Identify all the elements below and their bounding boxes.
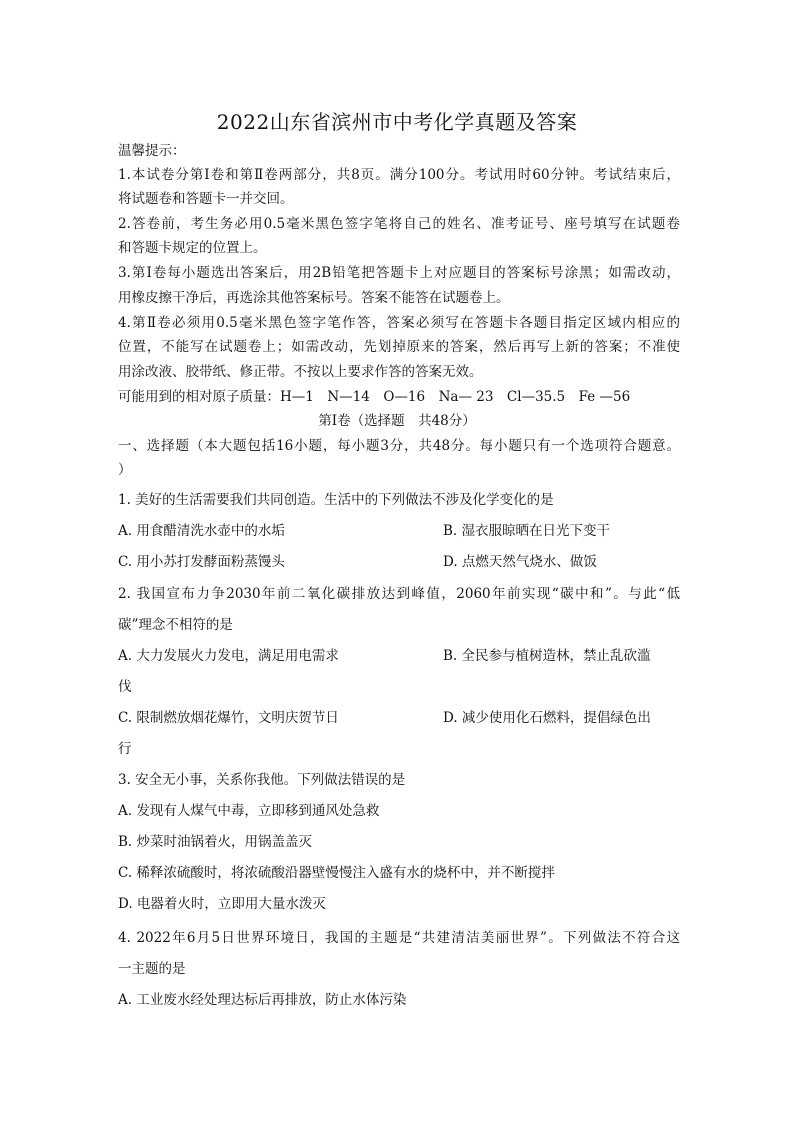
question-3-option-d: D. 电器着火时，立即用大量水泼灭 <box>118 896 326 912</box>
section-heading: 第Ⅰ卷（选择题 共48分） <box>318 413 476 429</box>
tips-heading: 温馨提示： <box>118 143 186 159</box>
question-3-option-c: C. 稀释浓硫酸时，将浓硫酸沿器壁慢慢注入盛有水的烧杯中，并不断搅拌 <box>118 865 555 881</box>
question-2-option-b: B. 全民参与植树造林，禁止乱砍滥 <box>443 648 651 664</box>
part-1-instructions-cont: ） <box>118 462 132 478</box>
atomic-masses: 可能用到的相对原子质量：H—1 N—14 O—16 Na— 23 Cl—35.5 Fe —56 <box>118 389 631 405</box>
question-2-stem: 2. 我国宣布力争2030年前二氧化碳排放达到峰值，2060年前实现“碳中和”。与此“低 <box>118 586 680 602</box>
question-4-stem: 4. 2022年6月5日世界环境日，我国的主题是“共建清洁美丽世界”。下列做法不符合这 <box>118 930 680 946</box>
tip-4-line-2: 位置，不能写在试题卷上；如需改动，先划掉原来的答案，然后再写上新的答案；不准使 <box>118 339 680 355</box>
question-1-option-d: D. 点燃天然气烧水、做饭 <box>443 554 597 570</box>
tip-1-line-2: 将试题卷和答题卡一并交回。 <box>118 191 294 207</box>
question-3-option-b: B. 炒菜时油锅着火，用锅盖盖灭 <box>118 834 313 850</box>
question-2-option-c: C. 限制燃放烟花爆竹，文明庆贺节日 <box>118 710 339 726</box>
question-4-option-a: A. 工业废水经处理达标后再排放，防止水体污染 <box>118 992 407 1008</box>
question-3-option-a: A. 发现有人煤气中毒，立即移到通风处急救 <box>118 803 380 819</box>
tip-2-line-1: 2.答卷前，考生务必用0.5毫米黑色签字笔将自己的姓名、准考证号、座号填写在试题卷 <box>118 216 680 232</box>
question-4-stem-cont: 一主题的是 <box>118 961 186 977</box>
question-1-stem: 1. 美好的生活需要我们共同创造。生活中的下列做法不涉及化学变化的是 <box>118 492 554 508</box>
question-1-option-c: C. 用小苏打发酵面粉蒸馒头 <box>118 554 285 570</box>
question-2-option-a: A. 大力发展火力发电，满足用电需求 <box>118 648 339 664</box>
tip-4-line-1: 4.第Ⅱ卷必须用0.5毫米黑色签字笔作答，答案必须写在答题卡各题目指定区域内相应的 <box>118 315 680 331</box>
question-2-option-d: D. 减少使用化石燃料，提倡绿色出 <box>443 710 651 726</box>
part-1-instructions: 一、选择题（本大题包括16小题，每小题3分，共48分。每小题只有一个选项符合题意。 <box>118 438 680 454</box>
question-2-stem-cont: 碳”理念不相符的是 <box>118 617 233 633</box>
question-2-option-b-cont: 伐 <box>118 679 132 695</box>
document-title: 2022山东省滨州市中考化学真题及答案 <box>216 110 578 134</box>
question-3-stem: 3. 安全无小事，关系你我他。下列做法错误的是 <box>118 772 406 788</box>
tip-4-line-3: 用涂改液、胶带纸、修正带。不按以上要求作答的答案无效。 <box>118 364 483 380</box>
tip-3-line-2: 用橡皮擦干净后，再选涂其他答案标号。答案不能答在试题卷上。 <box>118 290 510 306</box>
question-1-option-a: A. 用食醋清洗水壶中的水垢 <box>118 523 285 539</box>
tip-1-line-1: 1.本试卷分第Ⅰ卷和第Ⅱ卷两部分，共8页。满分100分。考试用时60分钟。考试结束后， <box>118 167 680 183</box>
tip-3-line-1: 3.第Ⅰ卷每小题选出答案后，用2B铅笔把答题卡上对应题目的答案标号涂黑；如需改动， <box>118 265 680 281</box>
question-2-option-d-cont: 行 <box>118 741 132 757</box>
tip-2-line-2: 和答题卡规定的位置上。 <box>118 240 267 256</box>
question-1-option-b: B. 湿衣服晾晒在日光下变干 <box>443 523 611 539</box>
